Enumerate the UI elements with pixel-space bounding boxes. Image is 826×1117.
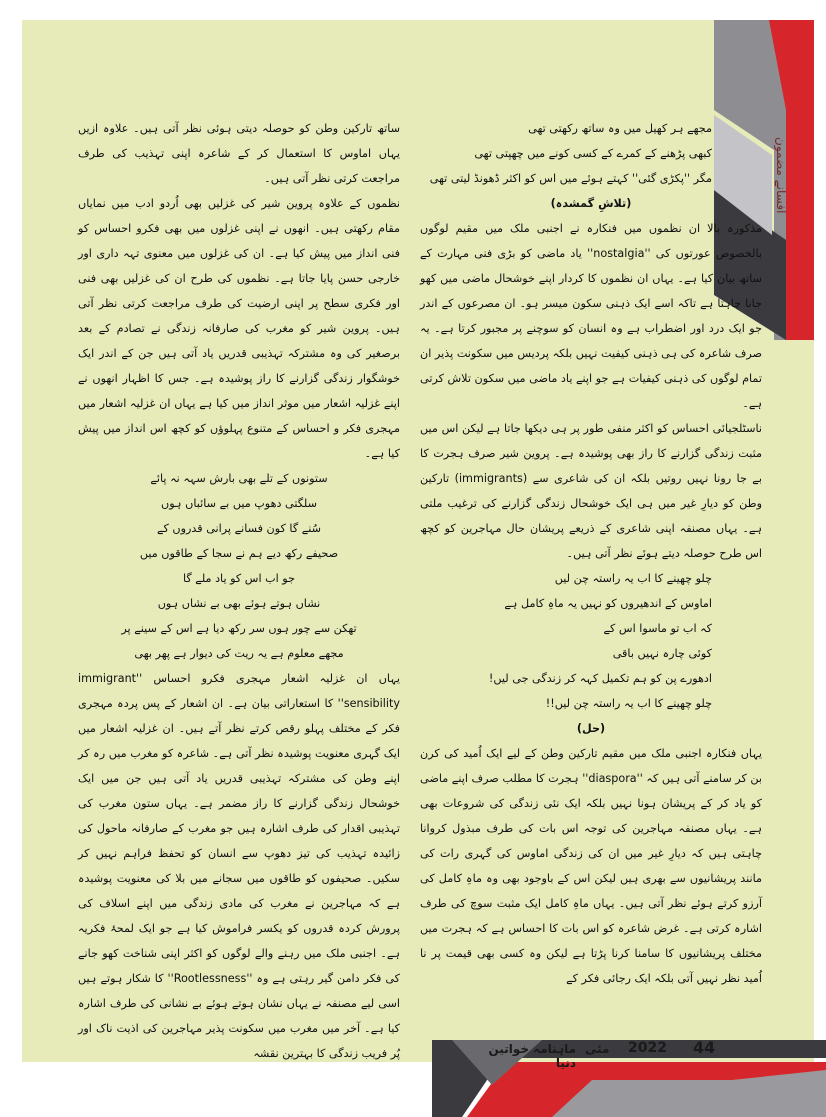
paragraph: یہاں ان غزلیہ اشعار مہجری فکرو احساس ''immigrant sensibility'' کا استعاراتی بیان ہے۔ ان اشعار کے پس پردہ مہجری فکر کے مختلف پہلو رقص کرتے نظر آتے ہیں۔ ان غزلیہ اشعار میں ایک گہری معنویت پوشیدہ نظر آتی ہے۔ شاعرہ کو مغرب میں رہ کر اپنے وطن کی مشترکہ تہذیبی قدریں یاد آتی ہیں جن میں ایک خوشحال زندگی گزارنے کا راز مضمر ہے۔ یہاں ستون مغرب کی تہذیبی اقدار کی طرف اشارہ ہیں جو مغرب کے صارفانہ ماحول کی زائیدہ تہذیب کی تیز دھوپ سے انسان کو تحفظ فراہم نہیں کر سکیں۔ صحیفوں کو طاقوں میں سجانے میں بلا کی معنویت پوشیدہ ہے کہ مہاجرین نے مغرب کی مادی زندگی میں اپنے اسلاف کی پرورش کردہ قدروں کو یکسر فراموش کیا ہے جو ایک لمحۂ فکریہ ہے۔ اجنبی ملک میں رہنے والے لوگوں کو اکثر اپنی شناخت کھو جانے کی فکر دامن گیر رہتی ہے وہ ''Rootlessness'' کا شکار ہوتے ہیں اسی لیے مصنفہ نے یہاں نشان ہوتے ہوئے بے نشانی کی طرف اشارہ کیا ہے۔ آخر میں مغرب میں سکونت پذیر مہاجرین کی اذیت ناک اور پُر فریب زندگی کا بہترین نقشہ xyxy=(78,672,400,1060)
poem-line: ادھورے پن کو ہم تکمیل کہہ کر زندگی جی لیں! xyxy=(488,672,712,685)
magazine-name: ماہنامہ خواتین دنیا xyxy=(488,1042,576,1070)
paragraph: نظموں کے علاوہ پروین شیر کی غزلیں بھی اُردو ادب میں نمایاں مقام رکھتی ہیں۔ انھوں نے اپنی غزلوں میں بھی فکرو احساس کو فنی انداز میں پیش کیا ہے۔ ان کی غزلوں میں معنوی تہہ داری اور خارجی حسن پایا جاتا ہے۔ نظموں کی طرح ان کی غزلیں بھی فنی اور فکری سطح پر اپنی ارضیت کی طرف مراجعت کرتی نظر آتی ہیں۔ پروین شیر کو مغرب کی صارفانہ زندگی نے تصادم کے بعد برصغیر کی وہ مشترکہ تہذیبی قدریں یاد آتی ہیں جن کے اندر ایک خوشگوار زندگی گزارنے کا راز پوشیدہ ہے۔ جس کا اظہار انھوں نے اپنے غزلیہ اشعار میں موثر انداز میں کیا ہے یہاں ان غزلیہ اشعار میں مہجری فکر و احساس کے متنوع پہلوؤں کو کچھ اس انداز میں پیش کیا ہے۔ xyxy=(78,197,400,460)
magazine-page xyxy=(22,20,814,1062)
paragraph: یہاں فنکارہ اجنبی ملک میں مقیم تارکین وطن کے لیے ایک اُمید کی کرن بن کر سامنے آتی ہیں کہ ''diaspora'' ہجرت کا مطلب صرف اپنے ماضی کو یاد کر کے پریشان ہونا نہیں بلکہ ایک نئی زندگی کی شروعات بھی ہے۔ یہاں مصنفہ مہاجرین کی توجہ اس بات کی طرف مبذول کروانا چاہتی ہیں کہ دیارِ غیر میں ان کی زندگی اماوس کی گہری رات کی مانند پریشانیوں سے بھری ہیں لیکن اس کے باوجود بھی وہ ماہِ کامل کی آرزو کرتے ہوئے نظر آتی ہیں۔ یہاں ماہِ کامل ایک مثبت سوچ کی طرف اشارہ کرتی ہے۔ غرض شاعرہ کو اس بات کا احساس ہے کہ ہجرت میں مختلف پریشانیوں کا سامنا کرنا پڑتا ہے لیکن وہ کسی بھی قیمت پر نا اُمید نظر نہیں آتی بلکہ ایک رجائی فکر کے xyxy=(420,747,762,985)
poem-line: کبھی پڑھنے کے کمرے کے کسی کونے میں چھپتی تھی xyxy=(474,147,712,160)
left-column xyxy=(78,116,400,1062)
page-number: 44 xyxy=(693,1038,716,1057)
footer-year: 2022 xyxy=(628,1040,667,1056)
poem-line: ستونوں کے تلے بھی بارش سہہ نہ پائے xyxy=(150,472,328,485)
poem-line: مگر ''پکڑی گئی'' کہتے ہوئے میں اس کو اکثر ڈھونڈ لیتی تھی xyxy=(429,172,712,185)
poem-line: کہ اب تو ماسوا اس کے xyxy=(603,622,712,635)
poem-line: تھکن سے چور ہوں سر رکھ دیا ہے اس کے سینے پر xyxy=(121,622,357,635)
footer-month: مئی xyxy=(585,1042,610,1056)
poem-line: مجھے معلوم ہے یہ ریت کی دیوار ہے پھر بھی xyxy=(134,647,344,660)
paragraph: ناسٹلجیائی احساس کو اکثر منفی طور پر ہی دیکھا جاتا ہے لیکن اس میں مثبت زندگی گزارنے کا راز بھی پوشیدہ ہے۔ پروین شیر صرف ہجرت کا بے جا رونا نہیں روتیں بلکہ ان کی شاعری سے (immigrants) تارکین وطن کو دیارِ غیر میں ہی ایک خوشحال زندگی گزارنے کی ترغیب ملتی ہے۔ یہاں مصنفہ اپنی شاعری کے ذریعے پریشان حال مہاجرین کو کچھ اس طرح حوصلہ دیتے ہوئے نظر آتی ہیں۔ xyxy=(420,422,762,560)
paragraph: ساتھ تارکین وطن کو حوصلہ دیتی ہوئی نظر آتی ہیں۔ علاوہ ازیں یہاں اماوس کا استعمال کر کے شاعرہ اپنی تہذیب کی طرف مراجعت کرتی نظر آتی ہیں۔ xyxy=(78,122,400,185)
poem-line: مجھے ہر کھیل میں وہ ساتھ رکھتی تھی xyxy=(528,122,712,135)
right-column xyxy=(420,116,762,991)
poem-line: چلو چھینے کا اب یہ راستہ چن لیں!! xyxy=(545,697,712,710)
poem-line: سُنے گا کون فسانے پرانی قدروں کے xyxy=(156,522,322,535)
poem-line: کوئی چارہ نہیں باقی xyxy=(612,647,712,660)
poem-line: چلو چھینے کا اب یہ راستہ چن لیں xyxy=(554,572,712,585)
poem-line: نشاں ہوتے ہوئے بھی بے نشاں ہوں xyxy=(157,597,321,610)
poem-caption: (تلاشِ گمشدہ) xyxy=(550,197,632,210)
section-label: افسانے مضمون xyxy=(774,136,788,214)
paragraph: مذکورہ بالا ان نظموں میں فنکارہ نے اجنبی ملک میں مقیم لوگوں بالخصوص عورتوں کی ''nostalgia'' یاد ماضی کو بڑی فنی مہارت کے ساتھ بیان کیا ہے۔ یہاں ان نظموں کا کردار اپنے خوشحال ماضی میں کھو جانا چاہتا ہے تاکہ اسے ایک ذہنی سکون میسر ہو۔ ان مصرعوں کے اندر جو ایک درد اور اضطراب ہے وہ انسان کو سوچنے پر مجبور کرتا ہے۔ یہ صرف شاعرہ کی ہی ذہنی کیفیت نہیں بلکہ پردیس میں سکونت پذیر ان تمام لوگوں کی ذہنی کیفیات ہے جو اپنے یاد ماضی میں سکون تلاش کرتی ہے۔ xyxy=(420,222,762,410)
poem-line: صحیفے رکھ دیے ہم نے سجا کے طاقوں میں xyxy=(139,547,339,560)
poem-line: اماوس کے اندھیروں کو نہیں یہ ماہِ کامل ہے xyxy=(504,597,712,610)
poem-line: جو اب اس کو یاد ملے گا xyxy=(182,572,296,585)
poem-line: سلگتی دھوپ میں بے سائباں ہوں xyxy=(161,497,317,510)
poem-caption: (حل) xyxy=(576,722,606,735)
